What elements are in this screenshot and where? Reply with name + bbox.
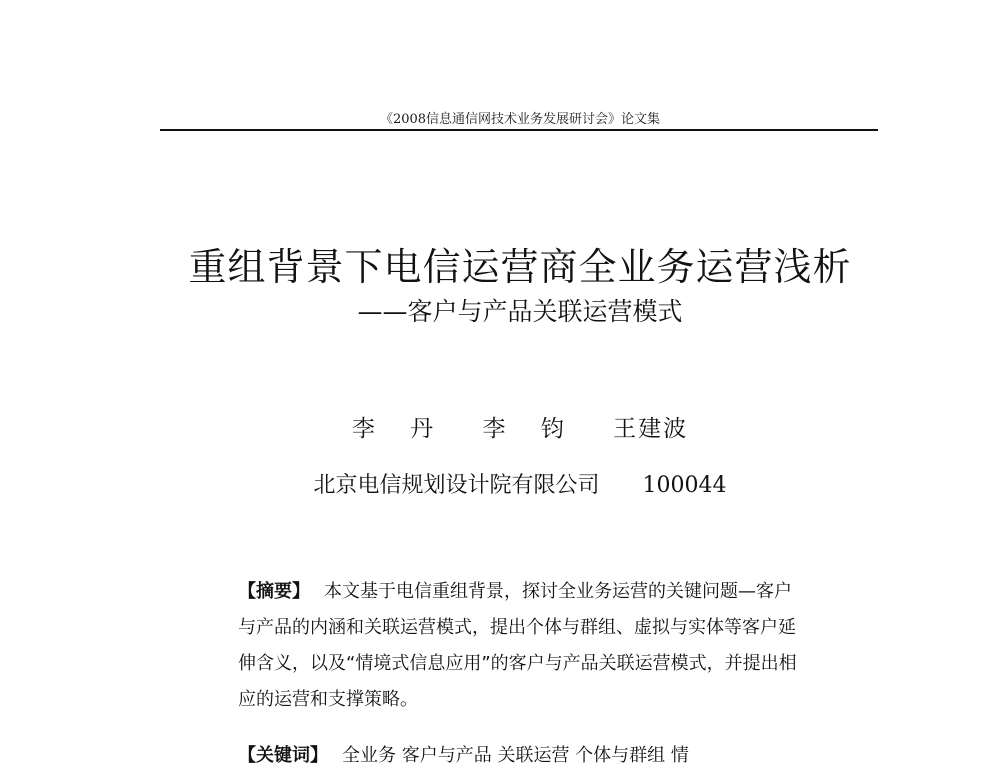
postcode: 100044: [642, 473, 727, 498]
abstract-label: 【摘要】: [238, 581, 310, 602]
running-header: 《2008信息通信网技术业务发展研讨会》论文集: [379, 112, 661, 127]
keywords: [238, 738, 798, 774]
affiliation: [260, 468, 780, 499]
keywords-text: 全业务 客户与产品 关联运营 个体与群组 情: [342, 745, 689, 766]
paper-title: 重组背景下电信运营商全业务运营浅析: [188, 245, 852, 289]
author-name: 王建波: [613, 416, 689, 442]
author-name: 李 丹: [351, 416, 448, 442]
abstract-text: 本文基于电信重组背景，探讨全业务运营的关键问题—客户与产品的内涵和关联运营模式，提出个体与群组、虚拟与实体等客户延伸含义，以及“情境式信息应用”的客户与产品关联运营模式，并提出相应的运营和支撑策略。: [238, 581, 797, 710]
abstract: [238, 574, 798, 718]
paper-subtitle: ——客户与产品关联运营模式: [357, 297, 683, 326]
author-list: [300, 410, 740, 443]
keywords-label: 【关键词】: [238, 745, 328, 766]
affiliation-name: 北京电信规划设计院有限公司: [313, 473, 600, 498]
header-rule: [160, 129, 878, 131]
author-name: 李 钧: [482, 416, 578, 442]
